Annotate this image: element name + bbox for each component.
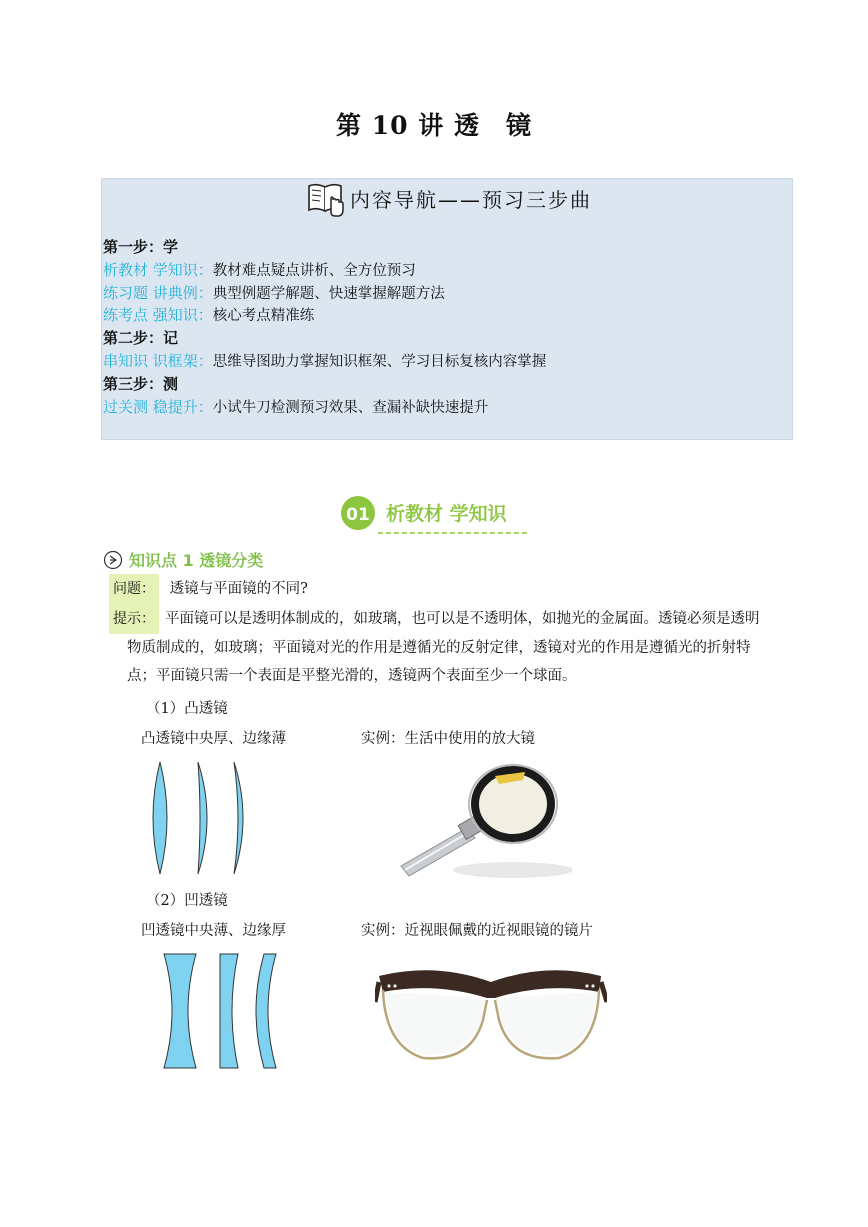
biconcave-lens (164, 954, 196, 1068)
nav-row-2-text: 典型例题学解题、快速掌握解题方法 (212, 286, 445, 302)
question-text: 透镜与平面镜的不同? (169, 581, 308, 597)
nav-row-1-text: 教材难点疑点讲析、全方位预习 (212, 263, 416, 279)
step-three: 第三步：测 (103, 375, 179, 393)
concave-description: 凹透镜中央薄、边缘厚 (141, 923, 286, 939)
nav-heading (306, 178, 592, 218)
nav-row-2 (103, 282, 445, 303)
nav-row-3-label: 练考点 强知识： (103, 306, 213, 324)
hint-paragraph (109, 604, 799, 690)
nav-row-4-text: 思维导图助力掌握知识框架、学习目标复核内容掌握 (212, 354, 547, 370)
biconvex-lens (153, 762, 167, 874)
question-tag: 问题： (109, 574, 159, 604)
nav-row-5-label: 过关测 稳提升： (103, 398, 213, 416)
arrow-circle-icon (103, 550, 123, 570)
knowledge-point-heading (103, 548, 263, 571)
page-title: 第 10 讲 透 镜 (336, 111, 532, 140)
nav-row-3-text: 核心考点精准练 (212, 308, 315, 324)
plano-convex-lens (198, 762, 207, 874)
question-line (109, 574, 799, 604)
hint-line-2: 物质制成的，如玻璃；平面镜对光的作用是遵循光的反射定律，透镜对光的作用是遵循光的折射特 (127, 640, 751, 656)
section-number: 01 (346, 505, 370, 525)
concave-example: 实例：近视眼佩戴的近视眼镜的镜片 (361, 923, 593, 939)
nav-row-5 (103, 396, 488, 417)
nav-heading-text: 内容导航——预习三步曲 (350, 187, 592, 212)
hint-line-1: 平面镜可以是透明体制成的，如玻璃，也可以是不透明体，如抛光的金属面。透镜必须是透明 (165, 611, 760, 627)
convex-heading: （1）凸透镜 (146, 701, 228, 717)
meniscus-concave-lens (256, 954, 276, 1068)
meniscus-convex-lens (234, 762, 243, 874)
eyeglasses-image (375, 962, 607, 1074)
convex-lens-diagram (140, 758, 260, 878)
plano-concave-lens (220, 954, 238, 1068)
book-pointer-icon (306, 178, 346, 218)
nav-row-5-text: 小试牛刀检测预习效果、查漏补缺快速提升 (212, 400, 489, 416)
concave-heading: （2）凹透镜 (146, 893, 228, 909)
step-two: 第二步：记 (103, 329, 179, 347)
step-one: 第一步：学 (103, 238, 179, 256)
nav-row-3 (103, 304, 314, 325)
convex-example: 实例：生活中使用的放大镜 (361, 731, 535, 747)
section-header (338, 493, 538, 539)
nav-row-1 (103, 259, 416, 280)
nav-row-4-label: 串知识 识框架： (103, 352, 213, 370)
hint-tag: 提示： (109, 604, 159, 634)
convex-description: 凸透镜中央厚、边缘薄 (141, 731, 286, 747)
magnifying-glass-image (395, 762, 580, 882)
hint-line-3: 点；平面镜只需一个表面是平整光滑的，透镜两个表面至少一个球面。 (127, 668, 577, 684)
nav-row-1-label: 析教材 学知识： (103, 261, 213, 279)
nav-row-2-label: 练习题 讲典例： (103, 284, 213, 302)
section-label: 析教材 学知识 (386, 503, 507, 525)
knowledge-point-title: 知识点 1 透镜分类 (129, 551, 264, 570)
nav-row-4 (103, 350, 546, 371)
